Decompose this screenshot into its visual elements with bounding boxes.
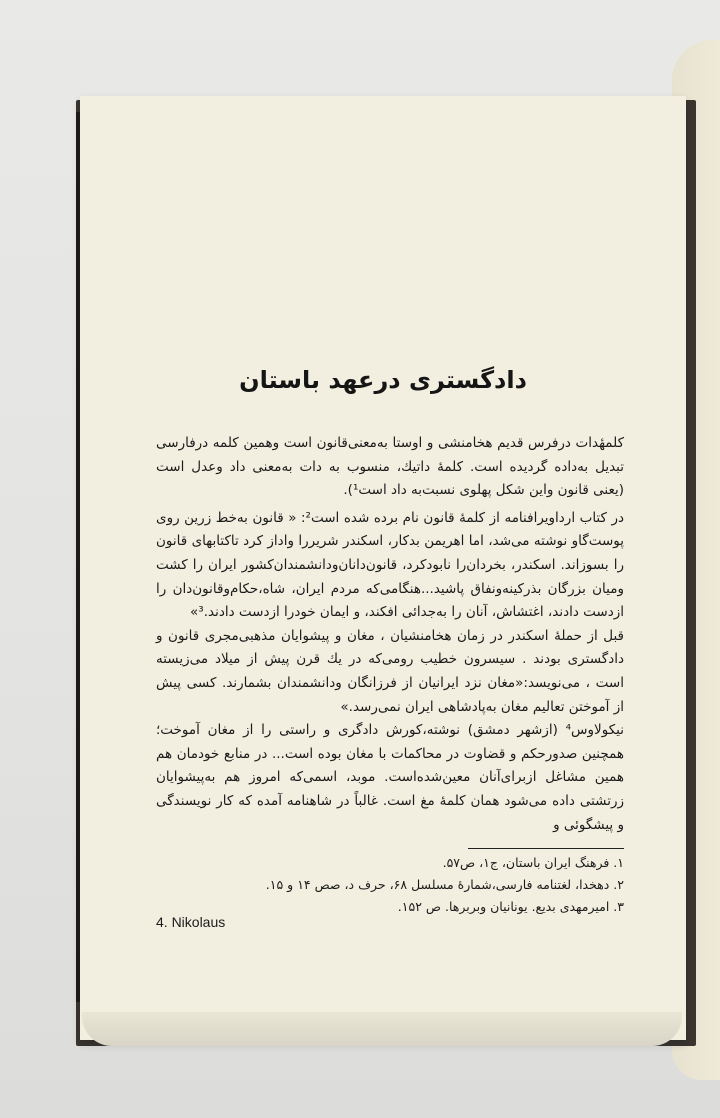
paragraph: در کتاب ارداویرافنامه از کلمهٔ قانون نام برده شده است²: « قانون به‌خط زرین روی پوست‌گاو نوشته می‌شد، اما اهریمن بدکار، اسکندر شریررا واداز کرد تاکتابهای قانون را بسوزاند. اسکندر، بخردان‌را نابودکرد، قانون‌دانان‌ودانشمندان‌کشور ایران را کشت ومیان بزرگان بذرکینه‌ونفاق پاشید...هنگامی‌که مردم ایران، شاه،حکام‌وقانون‌دان را ازدست دادند، اغتشاش، آنان را به‌جدائی افکند، و ایمان خودرا ازدست دادند.³» [156,509,625,621]
body-text [156,432,624,837]
footnote-rule [468,848,624,849]
paragraph: نیکولاوس⁴ (ازشهر دمشق) نوشته،کورش دادگری و راستی را از مغان آموخت؛ همچنین صدورحکم و قضاوت در محاکمات با مغان بوده است... در منابع خودمان هم همین مشاغل ازبرای‌آنان معین‌شده‌است. موبد، اسمی‌که امروز هم به‌پیشوایان زرتشتی داده می‌شود همان کلمهٔ مغ است. غالباً در شاهنامه آمده که کار نویسندگی و پیشگوئی و [156,722,624,833]
paragraph: کلمهٔدات درفرس قدیم هخامنشی و اوستا به‌معنی‌قانون است وهمین کلمه درفارسی تبدیل به‌داده گردیده است. کلمهٔ داتیك، منسوب به دات به‌معنی داد وعدل است (یعنی قانون واین شکل پهلوی نسبت‌به داد است¹). [156,435,624,499]
paragraph: قبل از حملهٔ اسکندر در زمان هخامنشیان ، مغان و پیشوایان مذهبی‌مجری قانون و دادگستری بودند . سیسرون خطیب رومی‌که در یك قرن پیش از میلاد می‌زیسته است ، می‌نویسد:«مغان نزد ایرانیان از فرزانگان ودانشمندان بشمارند. کسی پیش از آموختن تعالیم مغان به‌پادشاهی ایران نمی‌رسد.» [156,627,624,715]
page-bottom-edge [82,1012,682,1046]
footnote-4-latin: 4. Nikolaus [156,914,226,930]
book-spine [76,112,80,1002]
footnote-2: ۲. دهخدا، لغتنامه فارسی،شمارهٔ مسلسل ۶۸، حرف د، صص ۱۴ و ۱۵. [265,877,624,892]
footnotes [250,852,624,918]
chapter-title: دادگستری درعهد باستان [239,366,527,394]
footnote-1: ۱. فرهنگ ایران باستان، ج۱، ص۵۷. [442,855,624,870]
footnote-3: ۳. امیرمهدی بدیع. یونانیان وبربرها. ص ۱۵۲. [397,899,624,914]
